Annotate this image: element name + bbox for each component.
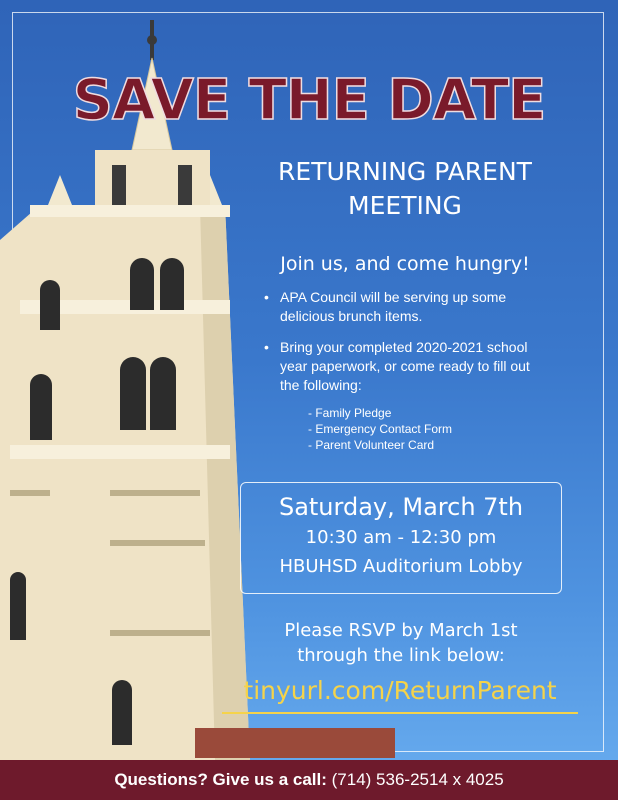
form-item: - Parent Volunteer Card <box>308 438 435 452</box>
bullet-icon: • <box>264 339 269 355</box>
event-location: HBUHSD Auditorium Lobby <box>279 556 523 577</box>
form-item: - Emergency Contact Form <box>308 422 453 436</box>
rsvp-text <box>240 618 562 668</box>
bullet-icon: • <box>264 289 269 305</box>
headline: SAVE THE DATE <box>72 68 546 133</box>
bullet-item <box>262 338 552 395</box>
event-time: 10:30 am - 12:30 pm <box>305 527 497 548</box>
link-underline <box>222 712 578 714</box>
title-line-1: RETURNING PARENT <box>278 157 532 186</box>
event-details-box <box>240 482 562 594</box>
rsvp-link[interactable]: tinyurl.com/ReturnParent <box>243 676 557 705</box>
forms-list <box>308 405 452 453</box>
bullet-list <box>262 288 552 407</box>
bullet-text: Bring your completed 2020-2021 school year paperwork, or come ready to fill out the following: <box>280 339 530 393</box>
event-title <box>240 155 570 223</box>
bullet-text: APA Council will be serving up some delicious brunch items. <box>280 289 507 324</box>
footer-label: Questions? Give us a call: <box>114 770 327 789</box>
event-date: Saturday, March 7th <box>278 493 524 521</box>
footer-phone[interactable]: (714) 536-2514 x 4025 <box>331 770 504 789</box>
bullet-item <box>262 288 552 326</box>
roof-tiles <box>195 728 395 758</box>
footer-bar <box>0 760 618 800</box>
form-item: - Family Pledge <box>308 406 392 420</box>
rsvp-line-1: Please RSVP by March 1st <box>284 620 518 641</box>
title-line-2: MEETING <box>348 191 462 220</box>
subtitle: Join us, and come hungry! <box>280 253 530 275</box>
rsvp-line-2: through the link below: <box>297 645 505 666</box>
